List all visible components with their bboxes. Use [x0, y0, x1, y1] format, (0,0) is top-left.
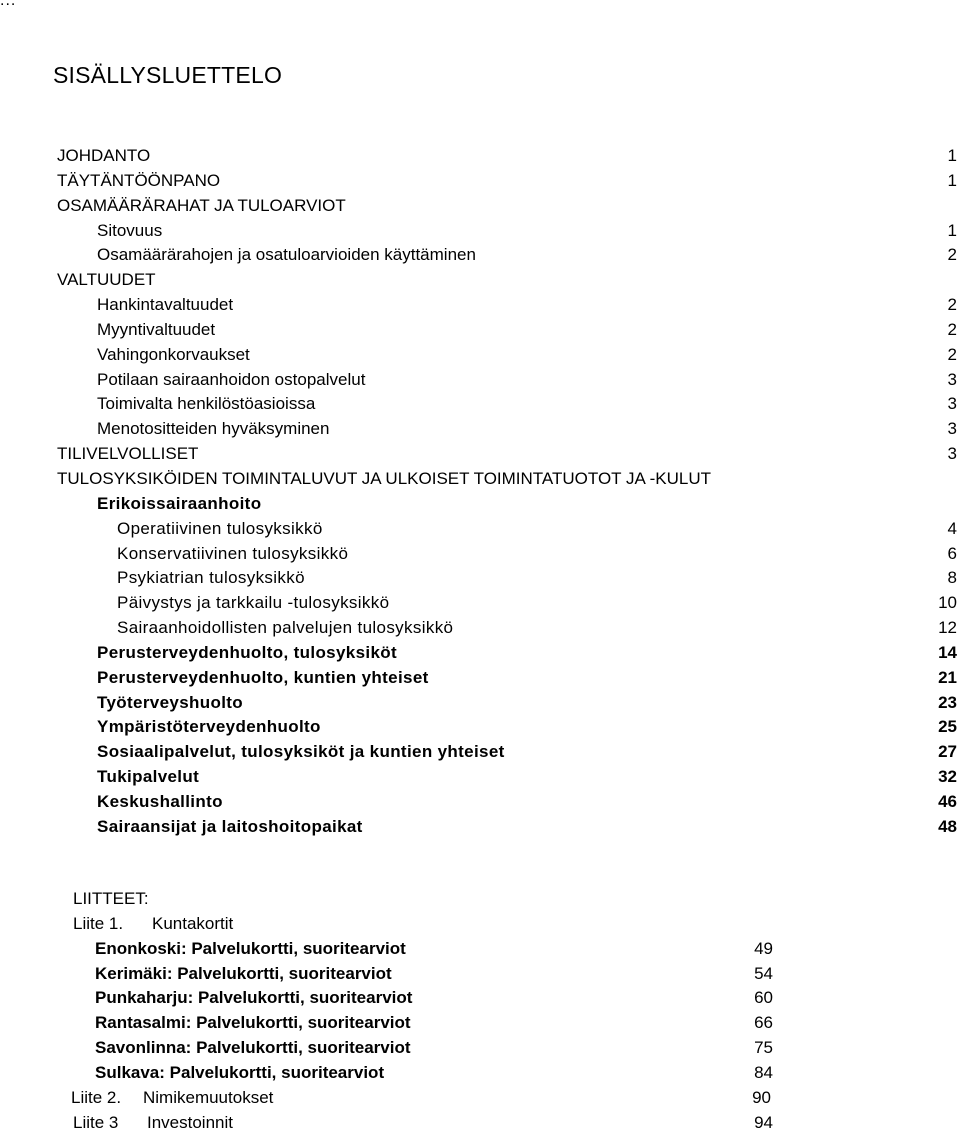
toc-entry-page: 10	[938, 593, 957, 613]
toc-entry-page: 1	[947, 146, 957, 165]
toc-entry-ostopalvelut[interactable]	[0, 368, 960, 393]
toc-entry-label: Sitovuus	[97, 220, 163, 240]
toc-entry-page: 4	[947, 518, 957, 538]
appendix-card-label: Rantasalmi: Palvelukortti, suoritearviot	[95, 1013, 411, 1033]
toc-entry-page: 2	[947, 245, 957, 265]
toc-entry-page: 48	[938, 816, 957, 836]
appendix-card-kerimaki[interactable]	[0, 962, 960, 987]
toc-section-erikoissairaanhoito[interactable]	[0, 492, 960, 517]
toc-entry-page: 1	[947, 170, 957, 190]
toc-entry-page: 8	[947, 568, 957, 588]
appendix-card-enonkoski[interactable]	[0, 937, 960, 962]
toc-section-osamaararahat[interactable]	[0, 194, 960, 219]
toc-entry-label: Työterveyshuolto	[97, 692, 244, 712]
toc-entry-henkilostoasiat[interactable]	[0, 392, 960, 417]
toc-entry-sairaanhoidolliset-palvelut[interactable]	[0, 616, 960, 641]
toc-entry-label: Tukipalvelut	[97, 767, 200, 787]
toc-entry-label: TULOSYKSIKÖIDEN TOIMINTALUVUT JA ULKOISET TOIMINTATUOTOT JA -KULUT	[57, 468, 712, 488]
toc-entry-page: 6	[947, 543, 957, 563]
appendix-entry-number: Liite 2.	[71, 1087, 122, 1107]
toc-entry-page: 3	[947, 444, 957, 464]
appendix-card-rantasalmi[interactable]	[0, 1011, 960, 1036]
toc-entry-label: TÄYTÄNTÖÖNPANO	[57, 170, 221, 190]
toc-entry-sitovuus[interactable]	[0, 219, 960, 244]
appendix-entry-liite-3[interactable]	[0, 1111, 960, 1135]
toc-entry-page: 27	[938, 742, 957, 762]
toc-entry-tyoterveyshuolto[interactable]	[0, 691, 960, 716]
toc-entry-taytantoonpano[interactable]	[0, 169, 960, 194]
appendix-list	[0, 887, 960, 1135]
toc-entry-label: Päivystys ja tarkkailu -tulosyksikkö	[117, 593, 390, 613]
toc-entry-page: 2	[947, 344, 957, 364]
toc-entry-label: Perusterveydenhuolto, tulosyksiköt	[97, 642, 398, 662]
toc-entry-page: 3	[947, 369, 957, 389]
toc-entry-label: Konservatiivinen tulosyksikkö	[117, 543, 349, 563]
appendix-card-page: 60	[754, 988, 773, 1008]
appendix-entry-title: Investoinnit	[147, 1112, 233, 1132]
appendix-entry-page: 90	[752, 1087, 771, 1107]
appendix-heading	[0, 887, 960, 912]
toc-entry-page: 3	[947, 419, 957, 439]
toc-entry-label: Erikoissairaanhoito	[97, 493, 262, 513]
toc-entry-label: Hankintavaltuudet	[97, 295, 234, 315]
appendix-card-punkaharju[interactable]	[0, 986, 960, 1011]
appendix-entry-number: Liite 3	[73, 1112, 119, 1132]
toc-entry-label: OSAMÄÄRÄRAHAT JA TULOARVIOT	[57, 195, 346, 215]
toc-entry-konservatiivinen[interactable]	[0, 542, 960, 567]
toc-entry-label: Perusterveydenhuolto, kuntien yhteiset	[97, 667, 429, 687]
toc-section-valtuudet[interactable]	[0, 268, 960, 293]
toc-entry-tukipalvelut[interactable]	[0, 765, 960, 790]
toc-entry-keskushallinto[interactable]	[0, 790, 960, 815]
appendix-card-label: Kerimäki: Palvelukortti, suoritearviot	[95, 963, 392, 983]
table-of-contents	[0, 144, 960, 840]
toc-entry-label: TILIVELVOLLISET	[57, 444, 199, 464]
toc-entry-label: Toimivalta henkilöstöasioissa	[97, 394, 316, 414]
toc-entry-label: Osamäärärahojen ja osatuloarvioiden käyttäminen	[97, 245, 476, 265]
toc-entry-label: Vahingonkorvaukset	[97, 344, 250, 364]
toc-entry-page: 12	[938, 618, 957, 638]
toc-entry-page: 25	[938, 717, 957, 737]
toc-entry-hankintavaltuudet[interactable]	[0, 293, 960, 318]
appendix-card-page: 66	[754, 1013, 773, 1033]
appendix-entry-liite-2[interactable]	[0, 1086, 960, 1111]
appendix-card-page: 84	[754, 1062, 773, 1082]
toc-entry-label: Ympäristöterveydenhuolto	[97, 717, 321, 737]
appendix-entry-liite-1[interactable]	[0, 912, 960, 937]
appendix-card-page: 75	[754, 1038, 773, 1058]
toc-entry-label: Myyntivaltuudet	[97, 319, 216, 339]
toc-entry-page: 2	[947, 319, 957, 339]
appendix-heading-label: LIITTEET:	[73, 889, 149, 908]
toc-entry-page: 46	[938, 791, 957, 811]
toc-entry-vahingonkorvaukset[interactable]	[0, 343, 960, 368]
toc-entry-label: Psykiatrian tulosyksikkö	[117, 568, 305, 588]
toc-entry-ymparistoterveydenhuolto[interactable]	[0, 715, 960, 740]
toc-entry-label: VALTUUDET	[57, 270, 156, 290]
toc-entry-menotositteet[interactable]	[0, 417, 960, 442]
toc-entry-paivystys[interactable]	[0, 591, 960, 616]
appendix-entry-page: 94	[754, 1112, 773, 1132]
toc-entry-page: 21	[938, 667, 957, 687]
appendix-card-label: Enonkoski: Palvelukortti, suoritearviot	[95, 938, 406, 958]
toc-entry-label: Keskushallinto	[97, 791, 223, 811]
appendix-card-sulkava[interactable]	[0, 1061, 960, 1086]
toc-entry-johdanto[interactable]	[0, 144, 960, 169]
toc-entry-label: JOHDANTO	[57, 146, 151, 165]
toc-entry-tilivelvolliset[interactable]	[0, 442, 960, 467]
appendix-card-savonlinna[interactable]	[0, 1036, 960, 1061]
page-title: SISÄLLYSLUETTELO	[53, 62, 283, 88]
toc-entry-page: 32	[938, 767, 957, 787]
toc-entry-label: Sairaansijat ja laitoshoitopaikat	[97, 816, 363, 836]
appendix-entry-number: Liite 1.	[73, 913, 124, 933]
appendix-card-label: Savonlinna: Palvelukortti, suoritearviot	[95, 1038, 411, 1058]
toc-section-tulosyksikot[interactable]	[0, 467, 960, 492]
appendix-entry-title: Kuntakortit	[152, 913, 234, 933]
toc-entry-page: 23	[938, 692, 957, 712]
toc-entry-page: 2	[947, 295, 957, 315]
toc-entry-page: 14	[938, 642, 957, 662]
appendix-card-page: 54	[754, 963, 773, 983]
toc-entry-psykiatria[interactable]	[0, 566, 960, 591]
appendix-entry-title: Nimikemuutokset	[143, 1087, 274, 1107]
toc-entry-myyntivaltuudet[interactable]	[0, 318, 960, 343]
toc-entry-label: Sosiaalipalvelut, tulosyksiköt ja kuntien yhteiset	[97, 742, 505, 762]
appendix-card-label: Punkaharju: Palvelukortti, suoritearviot	[95, 988, 413, 1008]
toc-entry-page: 1	[947, 220, 957, 240]
toc-entry-label: Menotositteiden hyväksyminen	[97, 419, 330, 439]
appendix-card-page: 49	[754, 938, 773, 958]
appendix-card-label: Sulkava: Palvelukortti, suoritearviot	[95, 1062, 385, 1082]
toc-entry-page: 3	[947, 394, 957, 414]
toc-entry-label: Operatiivinen tulosyksikkö	[117, 518, 323, 538]
toc-entry-label: Sairaanhoidollisten palvelujen tulosyksikkö	[117, 618, 454, 638]
toc-entry-kayttaminen[interactable]	[0, 243, 960, 268]
toc-entry-perusterveydenhuolto-yhteiset[interactable]	[0, 666, 960, 691]
toc-entry-label: Potilaan sairaanhoidon ostopalvelut	[97, 369, 366, 389]
toc-entry-sairaansijat[interactable]	[0, 815, 960, 840]
toc-entry-sosiaalipalvelut[interactable]	[0, 740, 960, 765]
page-continuation-marker: ...	[0, 0, 17, 9]
toc-entry-operatiivinen[interactable]	[0, 517, 960, 542]
toc-entry-perusterveydenhuolto-tulosyksikot[interactable]	[0, 641, 960, 666]
